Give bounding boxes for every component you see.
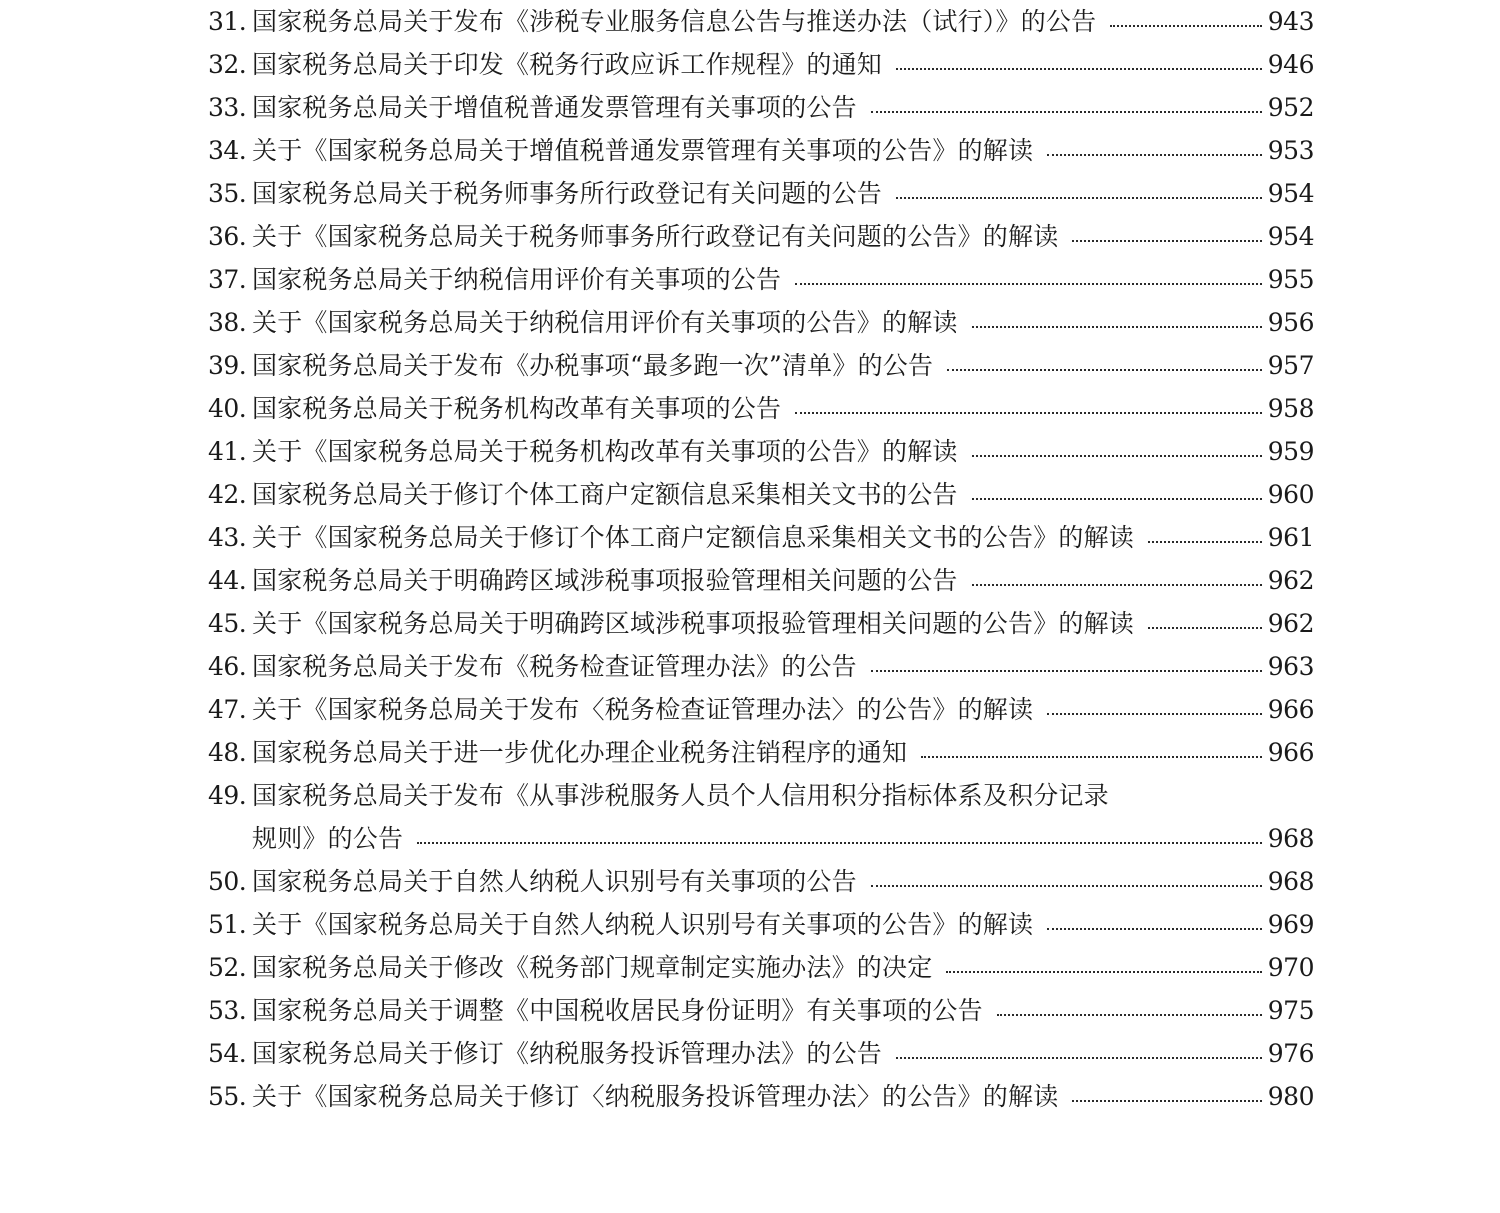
toc-entry-title: 关于《国家税务总局关于纳税信用评价有关事项的公告》的解读 [252,308,958,337]
toc-entry-number: 47. [208,695,247,724]
dot-leader [795,283,1262,285]
toc-entry-number: 52. [208,953,247,982]
toc-entry-line [252,688,1314,731]
toc-entry-line [252,817,1314,860]
toc-entry-title: 国家税务总局关于税务机构改革有关事项的公告 [252,394,782,423]
toc-entry-number: 41. [208,437,247,466]
toc-entry[interactable] [208,989,1314,1032]
toc-entry-page-number: 963 [1267,652,1314,681]
table-of-contents [208,0,1314,1118]
dot-leader [417,842,1262,844]
toc-entry-number: 50. [208,867,247,896]
dot-leader [1047,713,1262,715]
toc-entry-line [252,344,1314,387]
toc-entry-page-number: 956 [1267,308,1314,337]
toc-entry-line [252,301,1314,344]
toc-entry-line [252,559,1314,602]
toc-entry-line [252,602,1314,645]
toc-entry-line [252,430,1314,473]
toc-entry-number: 40. [208,394,247,423]
toc-entry-page-number: 958 [1267,394,1314,423]
toc-entry[interactable] [208,172,1314,215]
toc-entry[interactable] [208,473,1314,516]
toc-entry-title: 关于《国家税务总局关于修订个体工商户定额信息采集相关文书的公告》的解读 [252,523,1135,552]
toc-entry-line [252,516,1314,559]
toc-entry-line [252,946,1314,989]
toc-entry-page-number: 968 [1267,867,1314,896]
toc-entry-line [252,387,1314,430]
toc-entry-page-number: 969 [1267,910,1314,939]
toc-entry[interactable] [208,688,1314,731]
toc-entry-number: 44. [208,566,247,595]
dot-leader [946,971,1261,973]
toc-entry[interactable] [208,430,1314,473]
toc-entry-title: 关于《国家税务总局关于增值税普通发票管理有关事项的公告》的解读 [252,136,1034,165]
toc-entry-number: 33. [208,93,247,122]
toc-entry-number: 32. [208,50,247,79]
toc-entry-title: 国家税务总局关于修订个体工商户定额信息采集相关文书的公告 [252,480,958,509]
toc-entry-number: 42. [208,480,247,509]
dot-leader [972,584,1262,586]
toc-entry-page-number: 952 [1267,93,1314,122]
toc-entry-page-number: 962 [1267,609,1314,638]
toc-entry[interactable] [208,774,1314,860]
toc-entry-page-number: 975 [1267,996,1314,1025]
toc-entry[interactable] [208,946,1314,989]
toc-entry-line [252,645,1314,688]
toc-entry-number: 35. [208,179,247,208]
dot-leader [1047,154,1262,156]
toc-entry-number: 49. [208,781,247,810]
toc-entry-title: 国家税务总局关于税务师事务所行政登记有关问题的公告 [252,179,883,208]
toc-entry[interactable] [208,903,1314,946]
toc-entry-number: 37. [208,265,247,294]
toc-entry[interactable] [208,258,1314,301]
toc-entry-line [252,1075,1314,1118]
toc-entry-title: 关于《国家税务总局关于税务机构改革有关事项的公告》的解读 [252,437,958,466]
toc-entry[interactable] [208,731,1314,774]
toc-entry[interactable] [208,516,1314,559]
toc-entry-page-number: 961 [1267,523,1314,552]
toc-entry-title: 国家税务总局关于增值税普通发票管理有关事项的公告 [252,93,857,122]
dot-leader [871,111,1262,113]
toc-entry-title: 关于《国家税务总局关于明确跨区域涉税事项报验管理相关问题的公告》的解读 [252,609,1135,638]
dot-leader [1047,928,1262,930]
toc-entry-title: 国家税务总局关于调整《中国税收居民身份证明》有关事项的公告 [252,996,983,1025]
toc-entry-line [252,774,1314,817]
dot-leader [896,197,1262,199]
toc-entry-title: 国家税务总局关于纳税信用评价有关事项的公告 [252,265,782,294]
toc-entry-line [252,473,1314,516]
toc-entry-title-continuation: 规则》的公告 [252,824,404,853]
toc-entry-page-number: 968 [1267,824,1314,853]
dot-leader [972,455,1262,457]
toc-entry-page-number: 946 [1267,50,1314,79]
toc-entry-page-number: 966 [1267,738,1314,767]
toc-entry-page-number: 966 [1267,695,1314,724]
toc-entry-title: 国家税务总局关于进一步优化办理企业税务注销程序的通知 [252,738,908,767]
dot-leader [997,1014,1262,1016]
toc-entry[interactable] [208,43,1314,86]
dot-leader [871,885,1262,887]
dot-leader [1072,1100,1261,1102]
toc-entry-number: 38. [208,308,247,337]
dot-leader [947,369,1262,371]
toc-entry-number: 55. [208,1082,247,1111]
toc-entry[interactable] [208,0,1314,43]
toc-entry-line [252,1032,1314,1075]
toc-entry[interactable] [208,344,1314,387]
dot-leader [1148,541,1262,543]
toc-entry-title: 国家税务总局关于明确跨区域涉税事项报验管理相关问题的公告 [252,566,958,595]
toc-entry[interactable] [208,602,1314,645]
toc-entry-page-number: 943 [1267,7,1314,36]
toc-entry-page-number: 960 [1267,480,1314,509]
toc-entry-title: 关于《国家税务总局关于税务师事务所行政登记有关问题的公告》的解读 [252,222,1059,251]
toc-entry-number: 51. [208,910,247,939]
toc-entry-title: 国家税务总局关于修订《纳税服务投诉管理办法》的公告 [252,1039,883,1068]
toc-entry-page-number: 954 [1267,222,1314,251]
dot-leader [972,326,1262,328]
toc-entry[interactable] [208,129,1314,172]
dot-leader [896,68,1262,70]
dot-leader [1110,25,1261,27]
toc-entry-line [252,989,1314,1032]
toc-entry-page-number: 962 [1267,566,1314,595]
toc-entry[interactable] [208,215,1314,258]
toc-entry-page-number: 959 [1267,437,1314,466]
toc-entry-title: 国家税务总局关于发布《办税事项“最多跑一次”清单》的公告 [252,351,934,380]
dot-leader [795,412,1262,414]
toc-entry[interactable] [208,86,1314,129]
toc-entry-line [252,129,1314,172]
toc-entry-line [252,86,1314,129]
toc-entry-title: 国家税务总局关于修改《税务部门规章制定实施办法》的决定 [252,953,933,982]
toc-entry-title: 国家税务总局关于发布《涉税专业服务信息公告与推送办法（试行）》的公告 [252,7,1097,36]
toc-entry-number: 45. [208,609,247,638]
toc-entry-number: 46. [208,652,247,681]
toc-entry-title: 国家税务总局关于发布《从事涉税服务人员个人信用积分指标体系及积分记录 [252,781,1109,810]
dot-leader [871,670,1262,672]
toc-entry[interactable] [208,559,1314,602]
toc-entry[interactable] [208,387,1314,430]
toc-entry[interactable] [208,860,1314,903]
toc-entry-page-number: 976 [1267,1039,1314,1068]
toc-entry-number: 54. [208,1039,247,1068]
dot-leader [972,498,1262,500]
toc-entry-title: 关于《国家税务总局关于自然人纳税人识别号有关事项的公告》的解读 [252,910,1034,939]
dot-leader [1148,627,1262,629]
toc-entry-title: 国家税务总局关于发布《税务检查证管理办法》的公告 [252,652,857,681]
toc-entry-line [252,860,1314,903]
toc-entry-number: 36. [208,222,247,251]
toc-entry-page-number: 954 [1267,179,1314,208]
toc-entry-page-number: 953 [1267,136,1314,165]
toc-entry-number: 53. [208,996,247,1025]
toc-entry-number: 34. [208,136,247,165]
toc-entry-page-number: 955 [1267,265,1314,294]
toc-entry-line [252,258,1314,301]
toc-entry[interactable] [208,1075,1314,1118]
dot-leader [1072,240,1261,242]
toc-entry-page-number: 970 [1267,953,1314,982]
toc-entry-number: 43. [208,523,247,552]
toc-entry-page-number: 957 [1267,351,1314,380]
dot-leader [921,756,1262,758]
dot-leader [896,1057,1262,1059]
toc-entry-title: 国家税务总局关于印发《税务行政应诉工作规程》的通知 [252,50,883,79]
toc-entry[interactable] [208,1032,1314,1075]
toc-entry-title: 国家税务总局关于自然人纳税人识别号有关事项的公告 [252,867,857,896]
toc-entry-line [252,215,1314,258]
toc-entry-line [252,43,1314,86]
toc-entry[interactable] [208,645,1314,688]
toc-entry-number: 39. [208,351,247,380]
toc-entry-title: 关于《国家税务总局关于发布〈税务检查证管理办法〉的公告》的解读 [252,695,1034,724]
toc-entry-title: 关于《国家税务总局关于修订〈纳税服务投诉管理办法〉的公告》的解读 [252,1082,1059,1111]
toc-entry-number: 48. [208,738,247,767]
toc-entry-line [252,903,1314,946]
toc-entry-page-number: 980 [1267,1082,1314,1111]
toc-entry-number: 31. [208,7,247,36]
toc-entry[interactable] [208,301,1314,344]
toc-entry-line [252,731,1314,774]
toc-entry-line [252,172,1314,215]
toc-entry-line [252,0,1314,43]
